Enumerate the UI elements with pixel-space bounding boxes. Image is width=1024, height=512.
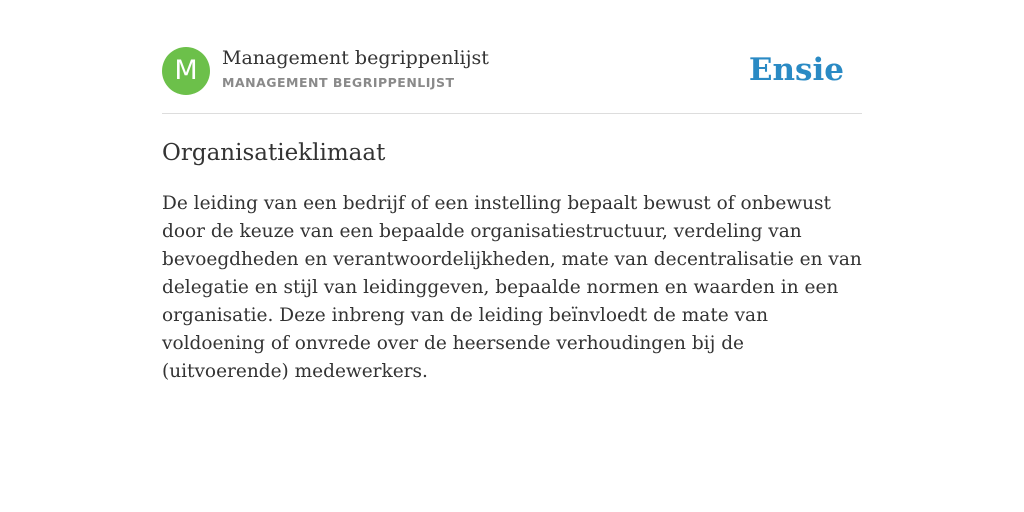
avatar[interactable]: M — [162, 47, 210, 95]
term-title: Organisatieklimaat — [162, 140, 386, 166]
definition-text: De leiding van een bedrijf of een instelling bepaalt bewust of onbewust door de keuze van een bepaalde organisatiestructuur, verdeling van bevoegdheden en verantwoordelijkheden, mate van decentralisatie en van delegatie en stijl van leidinggeven, bepaalde normen en waarden in een organisatie. Deze inbreng van de leiding beïnvloedt de mate van voldoening of onvrede over de heersende verhoudingen bij de (uitvoerende) medewerkers. — [162, 193, 862, 382]
divider — [162, 113, 862, 114]
source-title-link[interactable]: Management begrippenlijst — [222, 47, 489, 69]
brand-logo[interactable]: Ensie — [748, 52, 844, 88]
header — [162, 46, 862, 96]
source-subtitle: MANAGEMENT BEGRIPPENLIJST — [222, 75, 455, 90]
